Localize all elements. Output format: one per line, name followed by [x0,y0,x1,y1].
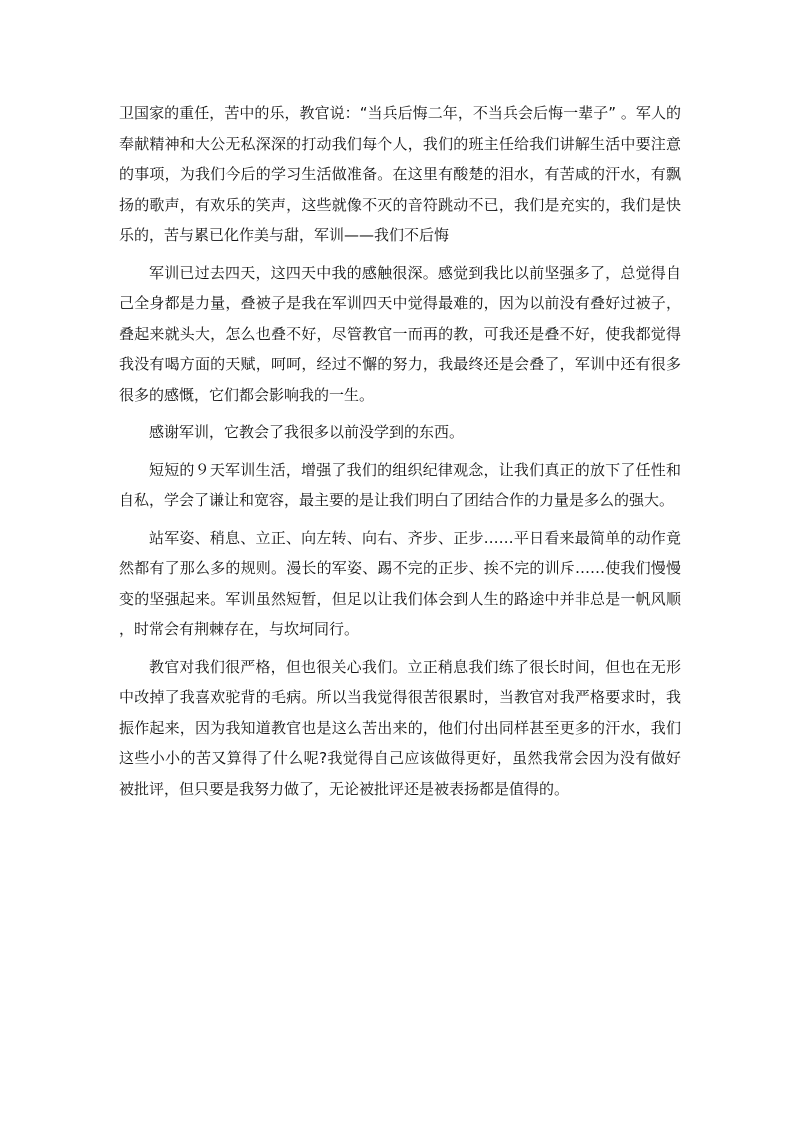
paragraph: 站军姿、稍息、立正、向左转、向右、齐步、正步……平日看来最简单的动作竟然都有了那么多的规则。漫长的军姿、踢不完的正步、挨不完的训斥……使我们慢慢变的坚强起来。军训虽然短暂，但足以让我们体会到人生的路途中并非总是一帆风顺，时常会有荆棘存在，与坎坷同行。 [119,528,681,638]
paragraph: 军训已过去四天，这四天中我的感触很深。感觉到我比以前坚强多了，总觉得自己全身都是力量，叠被子是我在军训四天中觉得最难的，因为以前没有叠好过被子，叠起来就头大，怎么也叠不好，尽管教官一而再的教，可我还是叠不好，使我都觉得我没有喝方面的天赋，呵呵，经过不懈的努力，我最终还是会叠了，军训中还有很多很多的感慨，它们都会影响我的一生。 [119,263,681,404]
paragraph-continued: 卫国家的重任，苦中的乐，教官说：“当兵后悔二年，不当兵会后悔一辈子” 。军人的奉献精神和大公无私深深的打动我们每个人，我们的班主任给我们讲解生活中要注意的事项，为我们今后的学习生活做准备。在这里有酸楚的泪水，有苦咸的汗水，有飘扬的歌声，有欢乐的笑声，这些就像不灭的音符跳动不已，我们是充实的，我们是快乐的，苦与累已化作美与甜，军训——我们不后悔 [119,104,681,244]
paragraph: 短短的９天军训生活，增强了我们的组织纪律观念，让我们真正的放下了任性和自私，学会了谦让和宽容，最主要的是让我们明白了团结合作的力量是多么的强大。 [119,460,681,509]
paragraph: 教官对我们很严格，但也很关心我们。立正稍息我们练了很长时间，但也在无形中改掉了我喜欢驼背的毛病。所以当我觉得很苦很累时，当教官对我严格要求时，我振作起来，因为我知道教官也是这么苦出来的，他们付出同样甚至更多的汗水，我们这些小小的苦又算得了什么呢?我觉得自己应该做得更好，虽然我常会因为没有做好被批评，但只要是我努力做了，无论被批评还是被表扬都是值得的。 [119,657,681,798]
paragraph: 感谢军训，它教会了我很多以前没学到的东西。 [149,423,465,441]
document-body [119,98,681,804]
